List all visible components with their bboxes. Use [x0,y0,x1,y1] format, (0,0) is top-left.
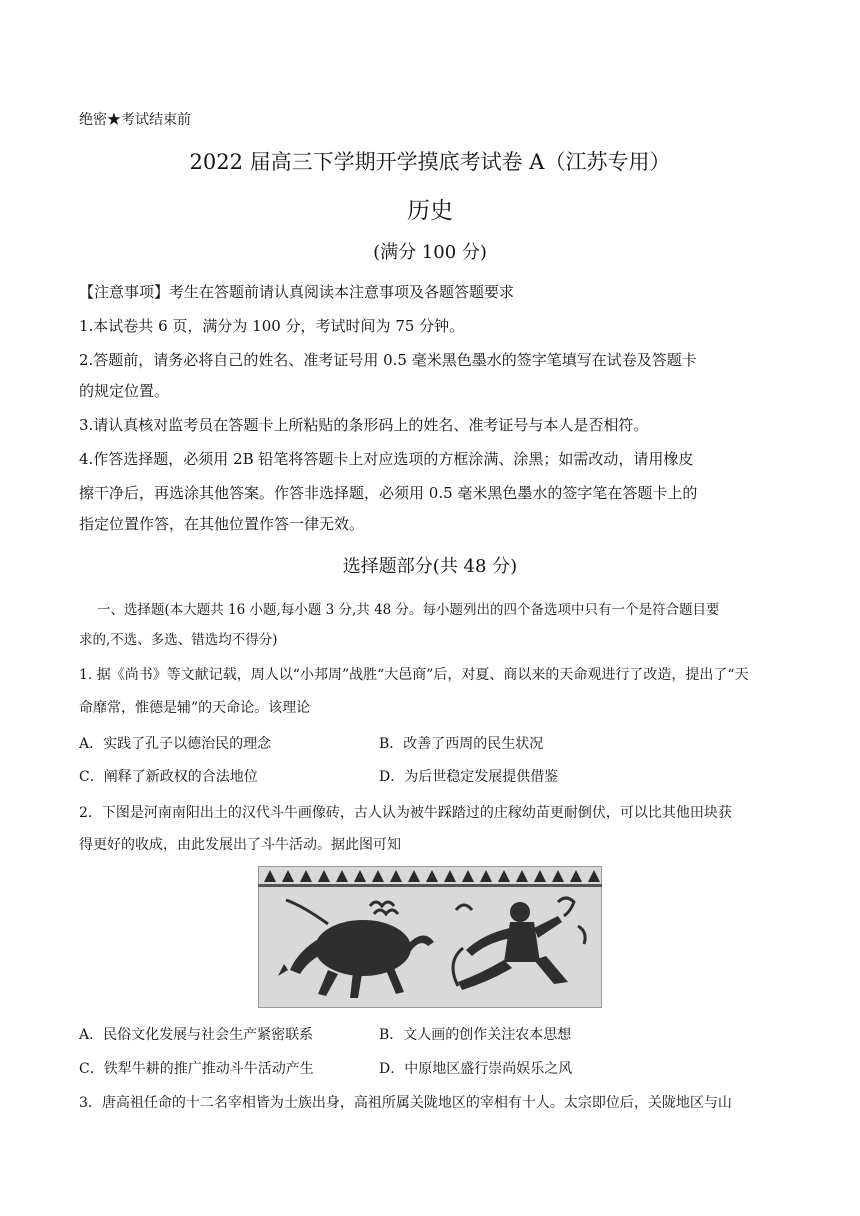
question-2-stem-line1: 2．下图是河南南阳出土的汉代斗牛画像砖，古人认为被牛踩踏过的庄稼幼苗更耐倒伏，可以比其他田块获 [79,805,732,821]
secret-label: 绝密★考试结束前 [79,112,191,128]
section-intro-line2: 求的,不选、多选、错选均不得分) [79,632,278,648]
notice-item-4-cont1: 擦干净后，再选涂其他答案。作答非选择题，必须用 0.5 毫米黑色墨水的签字笔在答题卡上的 [79,484,698,502]
question-2-option-b: B．文人画的创作关注农本思想 [379,1027,572,1043]
full-score: (满分 100 分) [373,242,487,263]
section-intro-line1: 一、选择题(本大题共 16 小题,每小题 3 分,共 48 分。每小题列出的四个备选项中只有一个是符合题目要 [97,602,720,618]
notice-item-2-cont: 的规定位置。 [79,382,170,400]
question-1-stem-line1: 1. 据《尚书》等文献记载，周人以“小邦周”战胜“大邑商”后，对夏、商以来的天命观进行了改造，提出了“天 [79,667,749,683]
question-2-option-d: D．中原地区盛行崇尚娱乐之风 [379,1061,573,1077]
notice-item-1: 1.本试卷共 6 页，满分为 100 分，考试时间为 75 分钟。 [79,317,465,335]
notice-heading: 【注意事项】考生在答题前请认真阅读本注意事项及各题答题要求 [79,283,515,301]
exam-title: 2022 届高三下学期开学摸底考试卷 A（江苏专用） [189,150,671,174]
question-1-option-c: C．阐释了新政权的合法地位 [79,769,258,785]
notice-item-4-cont2: 指定位置作答，在其他位置作答一律无效。 [79,515,365,533]
notice-item-3: 3.请认真核对监考员在答题卡上所粘贴的条形码上的姓名、准考证号与本人是否相符。 [79,416,649,434]
question-2-option-c: C．铁犁牛耕的推广推动斗牛活动产生 [79,1061,314,1077]
section-title: 选择题部分(共 48 分) [342,556,518,577]
question-1-option-a: A．实践了孔子以德治民的理念 [79,736,272,752]
subject-title: 历史 [407,198,453,224]
question-2-option-a: A．民俗文化发展与社会生产紧密联系 [79,1027,314,1043]
notice-item-4: 4.作答选择题，必须用 2B 铅笔将答题卡上对应选项的方框涂满、涂黑；如需改动，请用橡皮 [79,450,694,468]
notice-item-2: 2.答题前，请务必将自己的姓名、准考证号用 0.5 毫米黑色墨水的签字笔填写在试卷及答题卡 [79,351,697,369]
han-bullfight-brick-image [258,866,602,1008]
question-1-option-b: B．改善了西周的民生状况 [379,736,544,752]
question-3-stem-line1: 3．唐高祖任命的十二名宰相皆为士族出身，高祖所属关陇地区的宰相有十人。太宗即位后，关陇地区与山 [79,1095,732,1111]
question-2-stem-line2: 得更好的收成，由此发展出了斗牛活动。据此图可知 [79,837,401,853]
question-1-option-d: D．为后世稳定发展提供借鉴 [379,769,559,785]
question-1-stem-line2: 命靡常，惟德是辅”的天命论。该理论 [79,700,311,716]
